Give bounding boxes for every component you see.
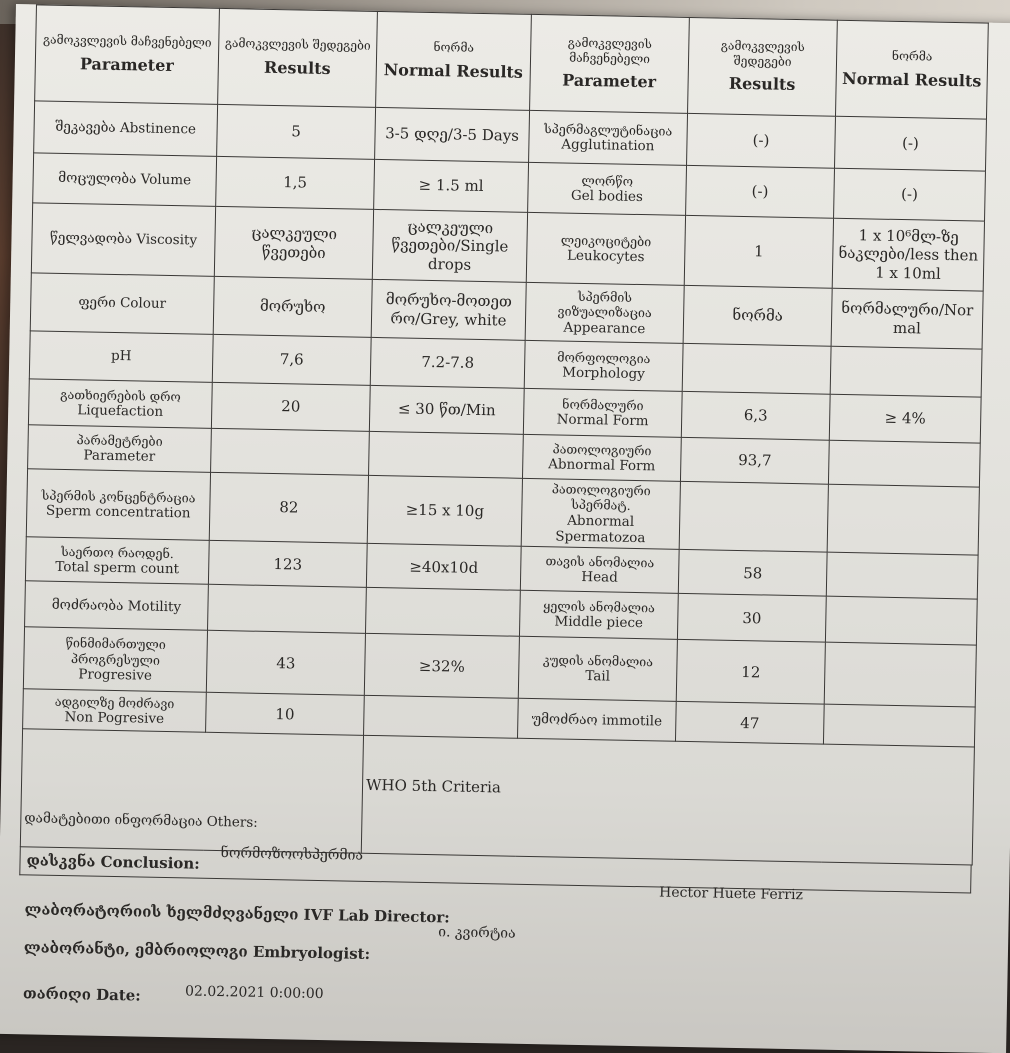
param-geo: გათხიერების დრო — [60, 386, 181, 404]
left-result-cell — [208, 585, 367, 634]
header-en: Results — [263, 57, 331, 79]
param-en: Progresive — [78, 666, 153, 684]
result-value: 10 — [275, 704, 295, 724]
left-normal-cell — [364, 634, 519, 699]
right-parameter-cell — [521, 478, 680, 549]
left-normal-cell — [374, 159, 529, 212]
others-label: დამატებითი ინფორმაცია Others: — [24, 810, 258, 831]
left-parameter-cell — [23, 627, 207, 693]
param-en: Tail — [585, 668, 611, 685]
left-parameter-cell — [26, 469, 210, 541]
param-label: pH — [110, 348, 132, 365]
header-results-right — [688, 17, 838, 116]
left-result-cell — [212, 334, 371, 385]
result-value: 93,7 — [737, 451, 772, 470]
normal-value: (-) — [901, 134, 920, 153]
others-value-cell — [361, 736, 974, 866]
result-value: (-) — [751, 182, 769, 201]
date-line — [23, 984, 141, 1004]
left-result-cell — [217, 104, 376, 159]
param-en: Abnormal Spermatozoa — [555, 512, 646, 547]
left-parameter-cell — [23, 689, 207, 733]
result-value: 82 — [279, 498, 299, 517]
param-geo: პარამეტრები — [76, 431, 163, 449]
normal-value: 1 x 10⁶მლ-ზე ნაკლები/less then 1 x 10ml — [838, 226, 979, 283]
left-parameter-cell — [31, 203, 215, 277]
embryologist-name: ი. კვირტია — [438, 924, 516, 942]
param-geo: მორფოლოგია — [557, 349, 651, 366]
right-normal-cell — [832, 218, 984, 291]
header-geo: გამოკვლევის მაჩვენებელი — [567, 35, 652, 66]
right-normal-cell — [834, 168, 986, 221]
right-result-cell — [684, 215, 833, 288]
param-en: Total sperm count — [55, 559, 180, 578]
right-normal-cell — [826, 553, 978, 600]
right-result-cell — [676, 640, 825, 705]
param-en: Middle piece — [554, 613, 644, 632]
right-parameter-cell — [517, 699, 676, 742]
param-geo: ლორწო — [581, 172, 634, 189]
director-line — [24, 900, 450, 926]
param-label: უმოძრაო immotile — [531, 710, 663, 730]
param-geo: ყელის ანომალია — [543, 598, 655, 616]
right-parameter-cell — [524, 340, 683, 391]
header-en: Results — [728, 74, 796, 95]
right-normal-cell — [824, 643, 976, 708]
right-result-cell — [680, 437, 829, 484]
left-parameter-cell — [25, 537, 209, 585]
normal-value: ცალკეული წვეთები/Single drops — [391, 217, 509, 274]
left-parameter-cell — [28, 379, 212, 429]
header-geo: გამოკვლევის მაჩვენებელი — [42, 32, 212, 51]
left-result-cell — [211, 428, 370, 475]
right-result-cell — [683, 285, 832, 346]
header-en: Parameter — [79, 54, 174, 76]
param-en: Parameter — [83, 447, 156, 465]
normal-value: ≥ 4% — [884, 409, 926, 428]
conclusion-value: ნორმოზოოსპერმია — [220, 845, 364, 865]
right-normal-cell — [827, 484, 979, 555]
right-normal-cell — [828, 440, 980, 487]
param-label: მოძრაობა Motility — [51, 596, 182, 615]
header-parameter — [35, 5, 220, 104]
param-geo: ადგილზე მოძრავი — [54, 693, 175, 712]
left-normal-cell — [369, 431, 524, 478]
result-value: 43 — [276, 653, 296, 673]
left-normal-cell — [372, 209, 527, 282]
result-value: (-) — [752, 131, 770, 150]
header-geo: ნორმა — [891, 49, 933, 65]
right-normal-cell — [830, 346, 982, 397]
right-parameter-cell — [526, 212, 685, 285]
param-geo: საერთო რაოდენ. — [60, 544, 175, 562]
header-geo: ნორმა — [433, 40, 475, 56]
right-result-cell — [681, 391, 830, 440]
result-value: 6,3 — [743, 406, 768, 425]
param-geo: კუდის ანომალია — [542, 652, 654, 670]
header-geo: გამოკვლევის შედეგები — [720, 38, 805, 69]
result-value: 20 — [281, 397, 301, 416]
param-geo: ნორმალური — [562, 396, 644, 413]
right-normal-cell — [829, 394, 981, 443]
param-en: Sperm concentration — [45, 502, 191, 522]
others-label-cell — [20, 729, 363, 854]
left-normal-cell — [375, 107, 530, 162]
param-en: Head — [581, 569, 618, 586]
left-result-cell — [208, 541, 367, 588]
right-result-cell — [679, 481, 828, 552]
embryologist-label: ლაბორანტი, ემბრიოლოგი Embryologist: — [23, 938, 371, 963]
left-normal-cell — [370, 337, 525, 388]
right-parameter-cell — [522, 434, 681, 481]
header-en: Normal Results — [383, 60, 524, 82]
param-label: მოცულობა Volume — [58, 170, 192, 189]
right-parameter-cell — [518, 637, 677, 702]
left-result-cell — [209, 472, 368, 543]
right-parameter-cell — [525, 282, 684, 343]
param-en: Abnormal Form — [548, 456, 656, 475]
result-value: 12 — [741, 662, 761, 682]
left-normal-cell — [366, 544, 521, 591]
param-geo: ლეიკოციტები — [560, 232, 652, 249]
result-value: მორუხო — [259, 297, 326, 317]
left-normal-cell — [365, 588, 520, 637]
left-result-cell — [206, 693, 365, 736]
right-parameter-cell — [528, 162, 687, 215]
normal-value: ≥15 x 10g — [405, 501, 485, 521]
lab-report-sheet — [0, 4, 1010, 1053]
embryologist-line — [24, 938, 371, 963]
normal-value: ≥32% — [418, 656, 465, 676]
right-result-cell — [687, 113, 836, 168]
header-en: Normal Results — [841, 68, 982, 91]
right-parameter-cell — [529, 110, 688, 165]
normal-value: 7.2-7.8 — [421, 353, 475, 373]
param-geo: თავის ანომალია — [545, 553, 655, 571]
normal-value: 3-5 დღე/3-5 Days — [384, 124, 520, 145]
param-en: Normal Form — [556, 411, 649, 430]
param-en: Liquefaction — [77, 402, 164, 420]
result-value: 58 — [742, 563, 763, 583]
normal-value: ნორმალური/Nor mal — [841, 298, 974, 337]
right-parameter-cell — [523, 388, 682, 437]
left-result-cell — [206, 631, 365, 696]
normal-value: ≥ 1.5 ml — [418, 176, 484, 196]
header-normal — [376, 11, 532, 110]
normal-value: ≤ 30 წთ/Min — [397, 399, 496, 420]
table-header-row — [35, 5, 989, 119]
normal-value: (-) — [900, 185, 919, 204]
right-result-cell — [675, 702, 824, 745]
director-label: ლაბორატორიის ხელმძღვანელი IVF Lab Director: — [24, 900, 450, 927]
result-value: 1 — [753, 242, 764, 261]
right-parameter-cell — [519, 591, 678, 640]
result-value: ცალკეული წვეთები — [251, 223, 338, 262]
param-en: Agglutination — [561, 136, 655, 155]
param-en: Non Pogresive — [64, 709, 165, 728]
param-label: შეკავება Abstinence — [55, 119, 197, 138]
conclusion-label: დასკვნა Conclusion: — [26, 851, 200, 874]
left-parameter-cell — [34, 101, 218, 157]
param-geo: პათოლოგიური — [552, 441, 652, 458]
right-result-cell — [677, 594, 826, 643]
date-label: თარიღი Date: — [22, 984, 141, 1005]
right-result-cell — [682, 343, 831, 394]
header-en: Parameter — [562, 70, 657, 92]
others-row — [20, 729, 974, 865]
param-label: ფერი Colour — [78, 294, 167, 313]
left-parameter-cell — [28, 425, 212, 473]
left-normal-cell — [367, 475, 522, 546]
left-parameter-cell — [29, 331, 213, 383]
left-result-cell — [216, 156, 375, 209]
director-name: Hector Huete Ferriz — [658, 884, 804, 904]
param-en: Leukocytes — [566, 247, 645, 266]
right-normal-cell — [823, 705, 975, 748]
right-parameter-cell — [520, 547, 679, 594]
param-geo: პათოლოგიური სპერმატ. — [551, 481, 651, 514]
result-value: 1,5 — [283, 173, 308, 192]
result-value: ნორმა — [732, 306, 784, 326]
left-result-cell — [211, 382, 370, 431]
normal-value: ≥40x10d — [409, 557, 479, 577]
right-result-cell — [678, 550, 827, 597]
header-normal-right — [835, 20, 988, 119]
left-normal-cell — [369, 385, 524, 434]
param-en: Appearance — [563, 319, 646, 337]
left-normal-cell — [371, 279, 526, 340]
right-result-cell — [686, 165, 835, 218]
right-normal-cell — [831, 288, 983, 349]
right-normal-cell — [834, 116, 986, 171]
header-geo: გამოკვლევის შედეგები — [224, 36, 371, 54]
result-value: 47 — [740, 713, 760, 733]
date-value: 02.02.2021 0:00:00 — [184, 983, 324, 1003]
param-geo: სპერმაგლუტინაცია — [543, 120, 673, 139]
param-label: წელვადობა Viscosity — [49, 229, 198, 249]
left-parameter-cell — [30, 273, 214, 335]
left-result-cell — [213, 276, 372, 337]
result-value: 7,6 — [279, 350, 304, 369]
result-value: 5 — [291, 122, 302, 141]
param-en: Gel bodies — [570, 187, 644, 205]
left-result-cell — [214, 206, 373, 279]
result-value: 30 — [742, 608, 762, 628]
param-geo: სპერმის კონცენტრაცია — [41, 487, 196, 506]
param-geo: სპერმის ვიზუალიზაცია — [557, 288, 652, 321]
left-parameter-cell — [33, 153, 217, 207]
param-geo: წინმიმართული პროგრესული — [65, 635, 166, 668]
normal-value: მორუხო-მოთეთ რო/Grey, white — [385, 290, 513, 329]
semen-analysis-table — [20, 4, 989, 866]
others-value: WHO 5th Criteria — [365, 776, 502, 797]
right-normal-cell — [825, 597, 977, 646]
param-en: Morphology — [562, 364, 645, 383]
result-value: 123 — [273, 554, 303, 574]
header-parameter-right — [530, 14, 690, 113]
header-results — [218, 8, 378, 107]
report-body — [19, 4, 989, 1005]
left-parameter-cell — [25, 581, 209, 631]
left-normal-cell — [364, 696, 519, 739]
